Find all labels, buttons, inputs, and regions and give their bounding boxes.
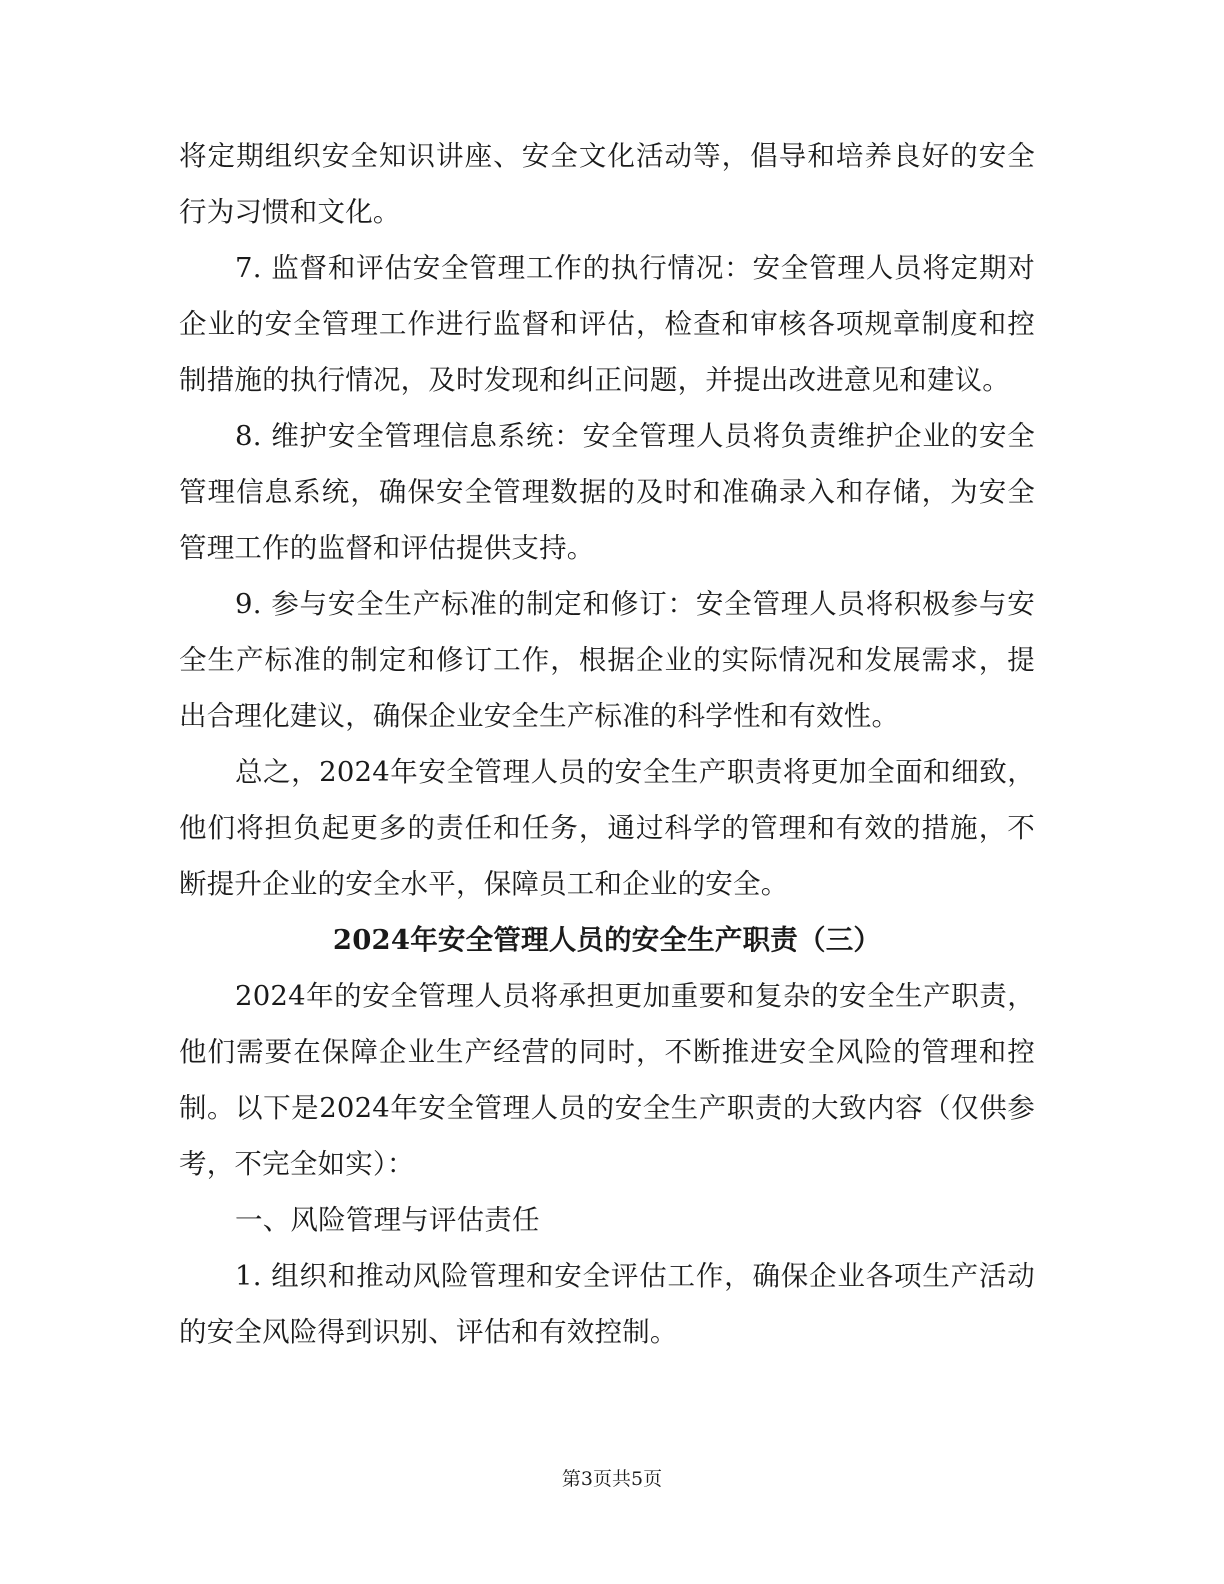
paragraph-continuation: 将定期组织安全知识讲座、安全文化活动等，倡导和培养良好的安全行为习惯和文化。 (179, 140, 1035, 228)
paragraph-item-7: 7. 监督和评估安全管理工作的执行情况：安全管理人员将定期对企业的安全管理工作进行监督和评估，检查和审核各项规章制度和控制措施的执行情况，及时发现和纠正问题，并提出改进意见和建议。 (179, 252, 1035, 396)
document-body (179, 128, 1035, 1360)
paragraph-intro: 2024年的安全管理人员将承担更加重要和复杂的安全生产职责，他们需要在保障企业生产经营的同时，不断推进安全风险的管理和控制。以下是2024年安全管理人员的安全生产职责的大致内容（仅供参考，不完全如实）： (179, 980, 1035, 1180)
page-footer: 第3页共5页 (561, 1468, 663, 1490)
paragraph-item-9: 9. 参与安全生产标准的制定和修订：安全管理人员将积极参与安全生产标准的制定和修订工作，根据企业的实际情况和发展需求，提出合理化建议，确保企业安全生产标准的科学性和有效性。 (179, 588, 1035, 732)
paragraph-item-8: 8. 维护安全管理信息系统：安全管理人员将负责维护企业的安全管理信息系统，确保安全管理数据的及时和准确录入和存储，为安全管理工作的监督和评估提供支持。 (179, 420, 1035, 564)
paragraph-item-1: 1. 组织和推动风险管理和安全评估工作，确保企业各项生产活动的安全风险得到识别、评估和有效控制。 (179, 1260, 1035, 1348)
subsection-title: 一、风险管理与评估责任 (235, 1204, 540, 1236)
paragraph-summary: 总之，2024年安全管理人员的安全生产职责将更加全面和细致，他们将担负起更多的责任和任务，通过科学的管理和有效的措施，不断提升企业的安全水平，保障员工和企业的安全。 (179, 756, 1035, 900)
section-heading: 2024年安全管理人员的安全生产职责（三） (332, 924, 882, 956)
